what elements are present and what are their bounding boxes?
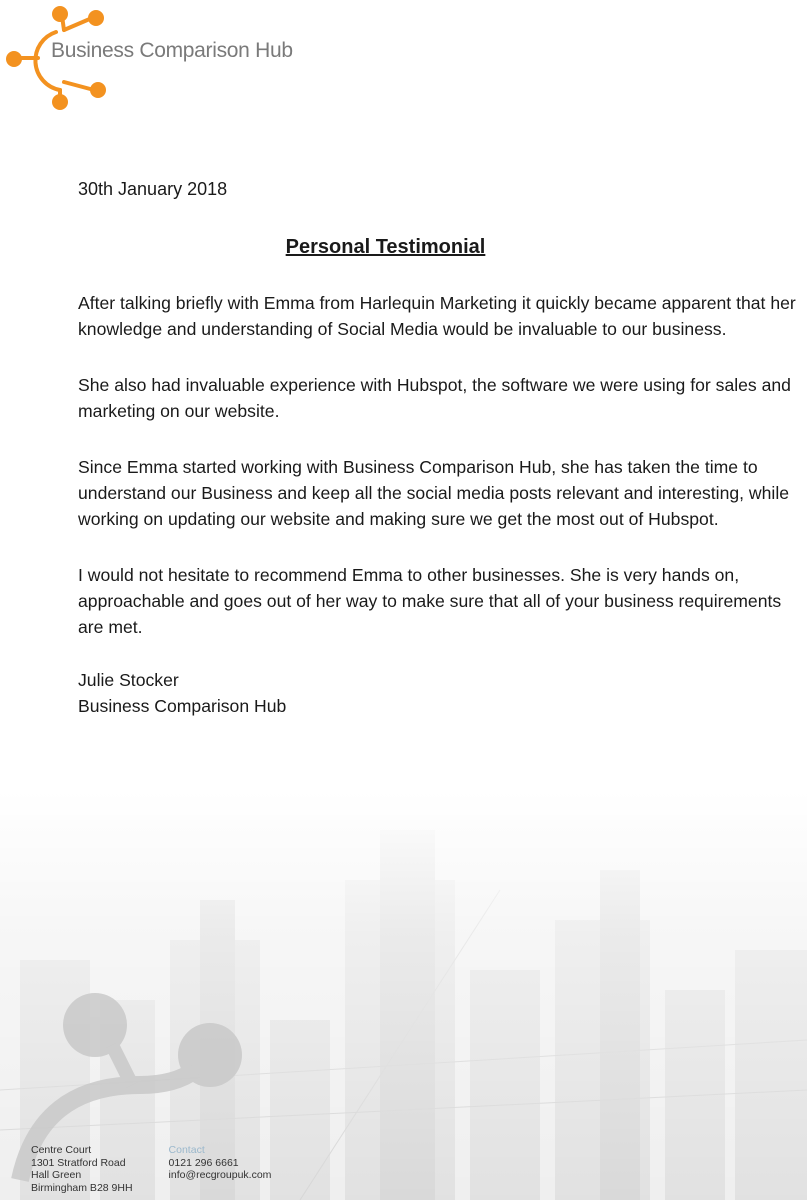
contact-email[interactable]: info@recgroupuk.com (168, 1169, 272, 1181)
signature-name: Julie Stocker (78, 670, 179, 690)
letter-title: Personal Testimonial (285, 236, 486, 258)
company-logo (4, 2, 304, 114)
footer-address (31, 1144, 133, 1194)
letter-content (78, 176, 803, 719)
address-line: Birmingham B28 9HH (31, 1181, 133, 1194)
signature-block (78, 667, 803, 719)
signature-company: Business Comparison Hub (78, 696, 287, 716)
address-line: Centre Court (31, 1144, 92, 1156)
footer (31, 1144, 271, 1194)
contact-phone: 0121 296 6661 (168, 1156, 239, 1169)
paragraph-1: After talking briefly with Emma from Harlequin Marketing it quickly became apparent that her knowledge and understanding of Social Media would be invaluable to our business. (78, 293, 796, 339)
footer-contact (169, 1144, 272, 1194)
paragraph-4: I would not hesitate to recommend Emma to other businesses. She is very hands on, approachable and goes out of her way to make sure that all of your business requirements are met. (78, 565, 782, 637)
paragraph-2: She also had invaluable experience with Hubspot, the software we were using for sales and marketing on our website. (78, 375, 791, 421)
address-line: Hall Green (31, 1169, 82, 1181)
paragraph-3: Since Emma started working with Business Comparison Hub, she has taken the time to understand our Business and keep all the social media posts relevant and interesting, while working on updating our website and making sure we get the most out of Hubspot. (78, 457, 790, 529)
contact-heading: Contact (168, 1144, 205, 1156)
address-line: 1301 Stratford Road (31, 1156, 126, 1169)
letter-date: 30th January 2018 (78, 179, 228, 199)
logo-text: Business Comparison Hub (51, 39, 293, 62)
